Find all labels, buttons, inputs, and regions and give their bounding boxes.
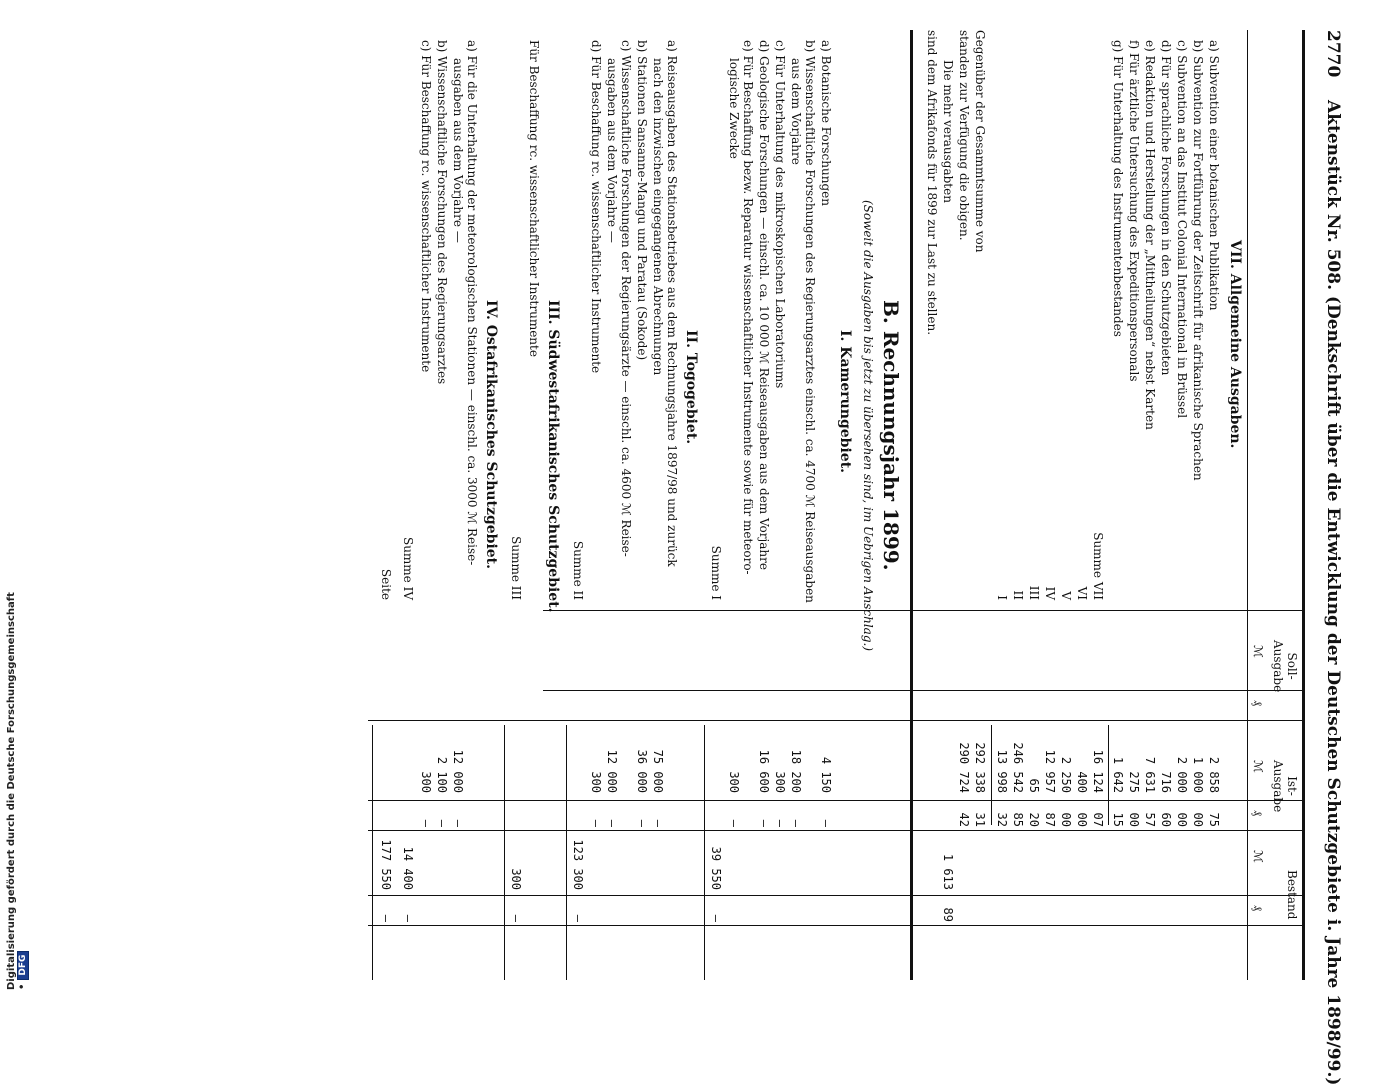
grid-line (368, 830, 843, 831)
vii-e-ist-m: 7 631 (1143, 756, 1157, 793)
sum-vi-m: 400 (1075, 771, 1089, 793)
sum-iii-m: 65 (1027, 778, 1041, 793)
vii-d-ist-m: 716 (1159, 771, 1173, 793)
ostafrika-sum-m: 14 400 (401, 846, 415, 890)
kamerun-d-pf: — (757, 819, 771, 827)
kamerun-b-pf: — (789, 819, 803, 827)
sum-i-pf: 32 (995, 812, 1009, 827)
vii-c-ist-pf: 00 (1175, 812, 1189, 827)
col-bestand-mark: ℳ (1251, 850, 1265, 863)
vii-item-b: b) Subvention zur Fortführung der Zeitschrift für afrikanische Sprachen (1191, 40, 1205, 481)
sum-iv-label: IV (1043, 586, 1057, 600)
col-soll-pf: ₰ (1251, 700, 1265, 706)
kamerun-c-pf: — (773, 819, 787, 827)
togo-item-d: d) Für Beschaffung rc. wissenschaftlicher Instrumente (589, 40, 603, 374)
col-bestand-header: Bestand (1285, 870, 1299, 920)
col-ist-header: Ist- Ausgabe (1271, 760, 1299, 813)
sum-rule (1108, 725, 1109, 825)
togo-d-pf: — (589, 819, 603, 827)
kamerun-sum-m: 39 550 (709, 846, 723, 890)
vii-item-g: g) Für Unterhaltung des Instrumentenbestandes (1111, 40, 1125, 337)
section-divider (910, 30, 913, 980)
ostafrika-b-m: 2 100 (435, 756, 449, 793)
col-soll-header: Soll- Ausgabe (1271, 640, 1299, 693)
page-title: Aktenstück Nr. 508. (Denkschrift über die Entwicklung der Deutschen Schutzgebiete i. Jahre 1898/99.) (1323, 100, 1343, 1085)
sum-vii-pf: 07 (1091, 812, 1105, 827)
kamerun-b-m: 18 200 (789, 749, 803, 793)
col-soll-mark: ℳ (1251, 645, 1265, 658)
kamerun-item-a: a) Botanische Forschungen (819, 40, 833, 206)
ostafrika-item-c: c) Für Beschaffung rc. wissenschaftlicher Instrumente (419, 40, 433, 373)
vii-d-ist-pf: 60 (1159, 812, 1173, 827)
vii-a-ist-pf: 75 (1207, 812, 1221, 827)
col-header-rule (1247, 30, 1248, 980)
togo-item-c: c) Wissenschaftliche Forschungen der Regierungsärzte — einschl. ca. 4600 ℳ Reise- (619, 40, 633, 557)
sum-vi-label: VI (1075, 586, 1089, 600)
total1-m: 292 338 (973, 742, 987, 793)
ostafrika-c-pf: — (419, 819, 433, 827)
total-line4: sind dem Afrikafonds für 1899 zur Last zu stellen. (925, 30, 939, 336)
ostafrika-sum-pf: — (401, 914, 415, 922)
togo-sum-m: 123 300 (571, 839, 585, 890)
sum-iii-pf: 20 (1027, 812, 1041, 827)
suedwest-rule (504, 725, 505, 980)
bestand-pf: 89 (941, 907, 955, 922)
section-b-subheading: (Soweit die Ausgaben bis jetzt zu übersehen sind, im Uebrigen Anschlag.) (861, 200, 875, 652)
vii-g-ist-pf: 15 (1111, 812, 1125, 827)
page-total-m: 177 550 (379, 839, 393, 890)
sum-ii-m: 246 542 (1011, 742, 1025, 793)
togo-c-pf: — (605, 819, 619, 827)
togo-sum-pf: — (571, 914, 585, 922)
kamerun-item-e-cont: logische Zwecke (727, 58, 741, 159)
sum-vii-m: 16 124 (1091, 749, 1105, 793)
ostafrika-item-a-cont: ausgaben aus dem Vorjahre — (451, 58, 465, 243)
dfg-logo: DFG (17, 951, 29, 980)
kamerun-a-pf: — (819, 819, 833, 827)
section-vii-heading: VII. Allgemeine Ausgaben. (1227, 240, 1243, 449)
vii-item-d: d) Für sprachliche Forschungen in den Schutzgebieten (1159, 40, 1173, 376)
kamerun-a-m: 4 150 (819, 756, 833, 793)
kamerun-item-c: c) Für Unterhaltung des mikroskopischen Laboratoriums (773, 40, 787, 389)
grid-line (368, 895, 843, 896)
kamerun-sum-pf: — (709, 914, 723, 922)
togo-d-m: 300 (589, 771, 603, 793)
sum-vii-label: Summe VII (1091, 532, 1105, 600)
sum-i-m: 13 998 (995, 749, 1009, 793)
kamerun-item-b: b) Wissenschaftliche Forschungen des Regierungsarztes einschl. ca. 4700 ℳ Reiseausgaben (803, 40, 817, 603)
sum-ii-label: II (1011, 590, 1025, 600)
suedwest-sum-label: Summe III (509, 536, 523, 600)
kamerun-heading: I. Kamerungebiet. (837, 330, 853, 474)
ostafrika-item-a: a) Für die Unterhaltung der meteorologischen Stationen — einschl. ca. 3000 ℳ Reise- (465, 40, 479, 566)
sum-iv-pf: 87 (1043, 812, 1057, 827)
togo-item-a-cont: nach den inzwischen eingegangenen Abrechnungen (651, 58, 665, 376)
vii-item-a: a) Subvention einer botanischen Publikation (1207, 40, 1221, 311)
page-total-pf: — (379, 914, 393, 922)
vii-b-ist-pf: 00 (1191, 812, 1205, 827)
vii-c-ist-m: 2 000 (1175, 756, 1189, 793)
sum-i-label: I (995, 595, 1009, 600)
vii-item-f: f) Für ärztliche Untersuchung des Expeditionspersonals (1127, 40, 1141, 382)
vii-item-c: c) Subvention an das Institut Colonial International in Brüssel (1175, 40, 1189, 419)
kamerun-item-b-cont: aus dem Vorjahre (789, 58, 803, 165)
total-line2: standen zur Verfügung die obigen. (957, 30, 971, 241)
ostafrika-item-b: b) Wissenschaftliche Forschungen des Regierungsarztes (435, 40, 449, 385)
sum-v-pf: 00 (1059, 812, 1073, 827)
page-total-label: Seite (379, 568, 393, 600)
kamerun-d-m: 16 600 (757, 749, 771, 793)
togo-b-m: 36 000 (635, 749, 649, 793)
total-line1: Gegenüber der Gesammtsumme von (973, 30, 987, 253)
page-total-rule (372, 725, 373, 980)
kamerun-sum-label: Summe I (709, 545, 723, 600)
ostafrika-a-pf: — (451, 819, 465, 827)
vii-e-ist-pf: 57 (1143, 812, 1157, 827)
togo-c-m: 12 000 (605, 749, 619, 793)
togo-a-pf: — (651, 819, 665, 827)
col-ist-pf: ₰ (1251, 810, 1265, 816)
togo-b-pf: — (635, 819, 649, 827)
total1-pf: 31 (973, 812, 987, 827)
kamerun-e-m: 300 (727, 771, 741, 793)
grid-line (368, 800, 843, 801)
grid-line (368, 925, 843, 926)
vii-f-ist-pf: 00 (1127, 812, 1141, 827)
vii-g-ist-m: 1 642 (1111, 756, 1125, 793)
total2-pf: 42 (957, 812, 971, 827)
togo-a-m: 75 000 (651, 749, 665, 793)
vii-f-ist-m: 275 (1127, 771, 1141, 793)
col-bestand-pf: ₰ (1251, 905, 1265, 911)
togo-rule (566, 725, 567, 980)
bestand-m: 1 613 (941, 853, 955, 890)
grid-line (543, 610, 1303, 611)
total-rule (991, 725, 992, 825)
kamerun-rule (704, 725, 705, 980)
kamerun-item-e: e) Für Beschaffung bezw. Reparatur wissenschaftlicher Instrumente sowie für meteoro- (741, 40, 755, 575)
togo-item-c-cont: ausgaben aus dem Vorjahre — (605, 58, 619, 243)
suedwest-heading: III. Südwestafrikanisches Schutzgebiet. (545, 300, 561, 613)
ostafrika-b-pf: — (435, 819, 449, 827)
vii-a-ist-m: 2 858 (1207, 756, 1221, 793)
sum-v-m: 2 250 (1059, 756, 1073, 793)
suedwest-item: Für Beschaffung rc. wissenschaftlicher Instrumente (527, 40, 541, 357)
ostafrika-c-m: 300 (419, 771, 433, 793)
sum-iii-label: III (1027, 585, 1041, 600)
kamerun-e-pf: — (727, 819, 741, 827)
grid-line (543, 690, 1303, 691)
sum-iv-m: 12 957 (1043, 749, 1057, 793)
page-number: 2770 (1323, 30, 1343, 78)
ostafrika-heading: IV. Ostafrikanisches Schutzgebiet. (483, 300, 499, 570)
sum-ii-pf: 85 (1011, 812, 1025, 827)
section-b-heading: B. Rechnungsjahr 1899. (879, 300, 903, 571)
vii-item-e: e) Redaktion und Herstellung der „Mittheilungen“ nebst Karten (1143, 40, 1157, 430)
togo-sum-label: Summe II (571, 540, 585, 600)
suedwest-sum-pf: — (509, 914, 523, 922)
digitization-credit: Digitalisierung gefördert durch die Deutsche Forschungsgemeinschaft •DFG (6, 592, 28, 990)
sum-vi-pf: 00 (1075, 812, 1089, 827)
vii-b-ist-m: 1 000 (1191, 756, 1205, 793)
col-ist-mark: ℳ (1251, 760, 1265, 773)
total2-m: 290 724 (957, 742, 971, 793)
togo-item-a: a) Reiseausgaben des Stationsbetriebes aus dem Rechnungsjahre 1897/98 und zurück (665, 40, 679, 567)
ostafrika-a-m: 12 000 (451, 749, 465, 793)
suedwest-sum-m: 300 (509, 868, 523, 890)
togo-item-b: b) Stationen Sansanne-Mangu und Paratau (Sokode) (635, 40, 649, 361)
togo-heading: II. Togogebiet. (683, 330, 699, 445)
kamerun-c-m: 300 (773, 771, 787, 793)
sum-v-label: V (1059, 591, 1073, 600)
header-rule (1302, 30, 1305, 980)
total-line3: Die mehr verausgabten (941, 60, 955, 203)
kamerun-item-d: d) Geologische Forschungen — einschl. ca. 10 000 ℳ Reiseausgaben aus dem Vorjahre (757, 40, 771, 570)
ostafrika-sum-label: Summe IV (401, 536, 415, 600)
grid-line (368, 720, 843, 721)
